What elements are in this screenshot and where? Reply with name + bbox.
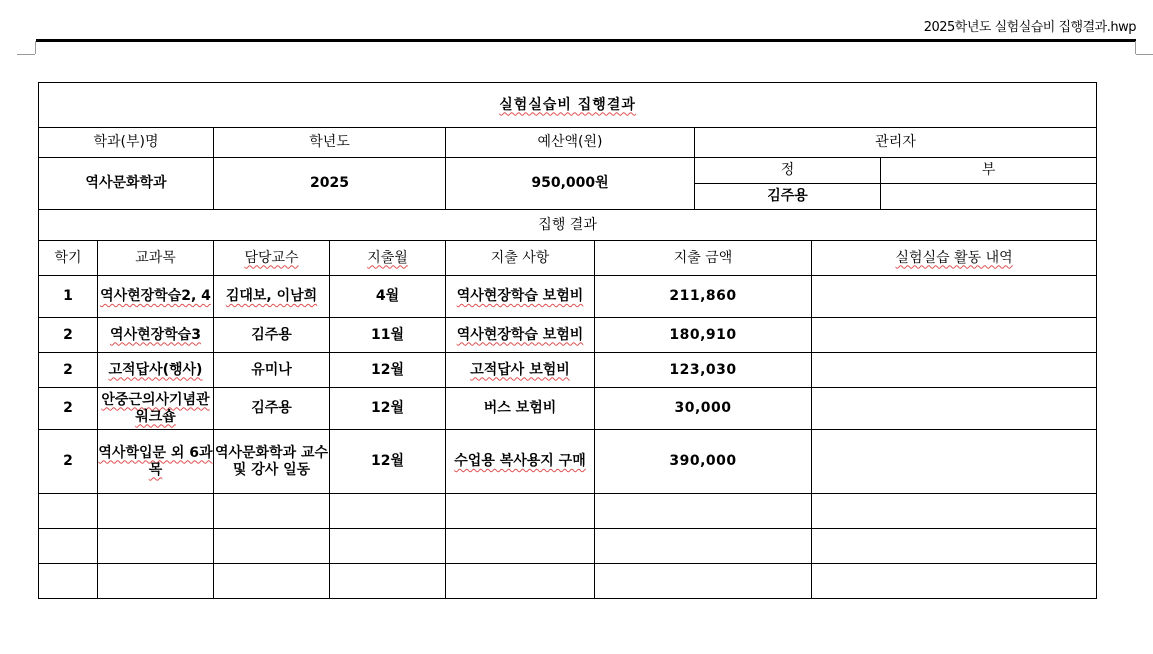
empty-cell[interactable] (812, 494, 1097, 529)
col-activity[interactable]: 실험실습 활동 내역 (812, 241, 1097, 276)
professor-cell[interactable]: 역사문화학과 교수 및 강사 일동 (214, 430, 330, 494)
col-professor[interactable]: 담당교수 (214, 241, 330, 276)
col-item[interactable]: 지출 사항 (446, 241, 595, 276)
semester-cell[interactable]: 2 (39, 353, 98, 388)
col-month[interactable]: 지출월 (330, 241, 446, 276)
course-cell[interactable]: 고적답사(행사) (98, 353, 214, 388)
professor-cell[interactable]: 유미나 (214, 353, 330, 388)
empty-cell[interactable] (98, 529, 214, 564)
empty-cell[interactable] (812, 529, 1097, 564)
semester-cell[interactable]: 2 (39, 430, 98, 494)
month-cell[interactable]: 12월 (330, 353, 446, 388)
empty-cell[interactable] (595, 529, 812, 564)
amount-cell[interactable]: 180,910 (595, 318, 812, 353)
department-value[interactable]: 역사문화학과 (39, 158, 214, 210)
professor-cell[interactable]: 김주용 (214, 318, 330, 353)
course-cell[interactable]: 역사학입문 외 6과목 (98, 430, 214, 494)
table-row (39, 430, 1097, 494)
empty-row (39, 564, 1097, 599)
table-title[interactable]: 실험실습비 집행결과 (39, 83, 1097, 128)
year-header[interactable]: 학년도 (214, 128, 446, 158)
month-cell[interactable]: 12월 (330, 430, 446, 494)
header-rule (36, 39, 1136, 42)
manager-primary-name[interactable]: 김주용 (695, 184, 881, 210)
amount-cell[interactable]: 30,000 (595, 388, 812, 430)
professor-cell[interactable]: 김대보, 이남희 (214, 276, 330, 318)
page-corner-mark (17, 41, 36, 54)
empty-row (39, 529, 1097, 564)
month-cell[interactable]: 4월 (330, 276, 446, 318)
col-amount[interactable]: 지출 금액 (595, 241, 812, 276)
empty-cell[interactable] (330, 564, 446, 599)
empty-cell[interactable] (98, 564, 214, 599)
title-row (39, 83, 1097, 128)
item-cell[interactable]: 버스 보험비 (446, 388, 595, 430)
table-row (39, 318, 1097, 353)
empty-cell[interactable] (595, 564, 812, 599)
empty-cell[interactable] (330, 494, 446, 529)
page-corner-mark (17, 54, 35, 55)
activity-cell[interactable] (812, 430, 1097, 494)
item-cell[interactable]: 고적답사 보험비 (446, 353, 595, 388)
empty-cell[interactable] (214, 494, 330, 529)
item-cell[interactable]: 수업용 복사용지 구매 (446, 430, 595, 494)
amount-cell[interactable]: 211,860 (595, 276, 812, 318)
semester-cell[interactable]: 2 (39, 318, 98, 353)
empty-cell[interactable] (98, 494, 214, 529)
activity-cell[interactable] (812, 318, 1097, 353)
empty-cell[interactable] (446, 529, 595, 564)
course-cell[interactable]: 역사현장학습3 (98, 318, 214, 353)
month-cell[interactable]: 11월 (330, 318, 446, 353)
page-corner-mark (1136, 54, 1153, 55)
column-header-row (39, 241, 1097, 276)
empty-cell[interactable] (812, 564, 1097, 599)
empty-row (39, 494, 1097, 529)
month-cell[interactable]: 12월 (330, 388, 446, 430)
empty-cell[interactable] (39, 529, 98, 564)
professor-cell[interactable]: 김주용 (214, 388, 330, 430)
amount-cell[interactable]: 123,030 (595, 353, 812, 388)
page-corner-mark (1135, 41, 1153, 54)
manager-header[interactable]: 관리자 (695, 128, 1097, 158)
section-row (39, 210, 1097, 241)
info-value-row (39, 158, 1097, 184)
table-row (39, 353, 1097, 388)
empty-cell[interactable] (214, 529, 330, 564)
item-cell[interactable]: 역사현장학습 보험비 (446, 276, 595, 318)
col-course[interactable]: 교과목 (98, 241, 214, 276)
document-filename: 2025학년도 실험실습비 집행결과.hwp (923, 20, 1136, 35)
budget-header[interactable]: 예산액(원) (446, 128, 695, 158)
amount-cell[interactable]: 390,000 (595, 430, 812, 494)
activity-cell[interactable] (812, 353, 1097, 388)
year-value[interactable]: 2025 (214, 158, 446, 210)
manager-secondary-label[interactable]: 부 (881, 158, 1097, 184)
execution-result-table (38, 82, 1097, 599)
item-cell[interactable]: 역사현장학습 보험비 (446, 318, 595, 353)
col-semester[interactable]: 학기 (39, 241, 98, 276)
empty-cell[interactable] (214, 564, 330, 599)
activity-cell[interactable] (812, 276, 1097, 318)
empty-cell[interactable] (446, 494, 595, 529)
section-title[interactable]: 집행 결과 (39, 210, 1097, 241)
table-row (39, 276, 1097, 318)
empty-cell[interactable] (330, 529, 446, 564)
course-cell[interactable]: 안중근의사기념관 워크숍 (98, 388, 214, 430)
info-header-row (39, 128, 1097, 158)
manager-secondary-name[interactable] (881, 184, 1097, 210)
empty-cell[interactable] (39, 564, 98, 599)
activity-cell[interactable] (812, 388, 1097, 430)
empty-cell[interactable] (446, 564, 595, 599)
semester-cell[interactable]: 1 (39, 276, 98, 318)
empty-cell[interactable] (39, 494, 98, 529)
department-header[interactable]: 학과(부)명 (39, 128, 214, 158)
table-row (39, 388, 1097, 430)
course-cell[interactable]: 역사현장학습2, 4 (98, 276, 214, 318)
manager-primary-label[interactable]: 정 (695, 158, 881, 184)
budget-value[interactable]: 950,000원 (446, 158, 695, 210)
semester-cell[interactable]: 2 (39, 388, 98, 430)
empty-cell[interactable] (595, 494, 812, 529)
